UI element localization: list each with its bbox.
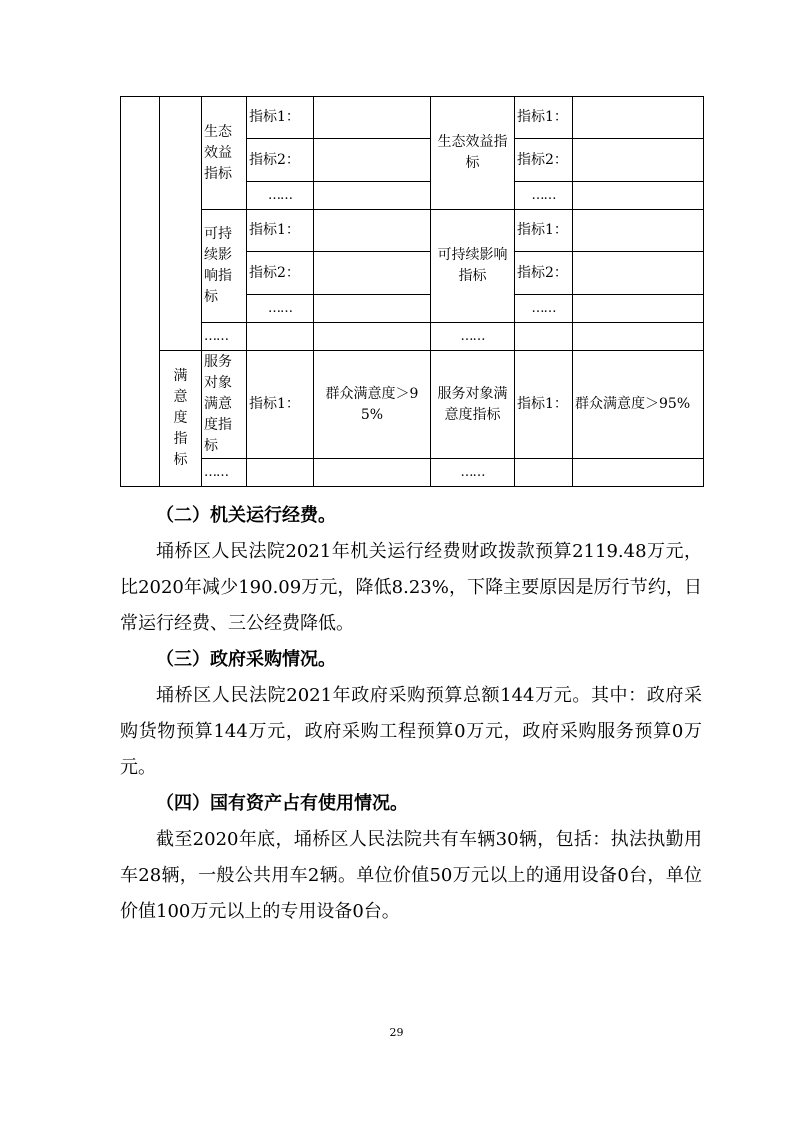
more-row-val-left: [314, 323, 431, 351]
more-row-ind-left: [247, 323, 314, 351]
sustain-more-value-right: [573, 295, 704, 323]
sustain-label-right: 可持续影响指标: [431, 210, 515, 323]
performance-indicator-table: [120, 96, 704, 487]
section-body-operating-funds: 埇桥区人民法院2021年机关运行经费财政拨款预算2119.48万元，比2020年减少190.09万元，降低8.23%，下降主要原因是厉行节约，日常运行经费、三公经费降低。: [120, 541, 702, 634]
section-heading-state-assets: （四）国有资产占有使用情况。: [156, 793, 408, 814]
section-body-procurement: 埇桥区人民法院2021年政府采购预算总额144万元。其中：政府采购货物预算144万元，政府采购工程预算0万元，政府采购服务预算0万元。: [120, 685, 702, 778]
more-row-right: ……: [431, 323, 515, 351]
ecology-indicator-1-left: 指标1：: [247, 97, 314, 139]
satisfaction-label-right: 服务对象满意度指标: [431, 351, 515, 459]
satisfaction-more-left: ……: [202, 459, 247, 487]
sustain-value-1-right: [573, 210, 704, 252]
more-row-val-right: [573, 323, 704, 351]
sustain-value-2-right: [573, 252, 704, 295]
satisfaction-more-val-right: [573, 459, 704, 487]
satisfaction-more-right: ……: [431, 459, 515, 487]
page-number: 29: [389, 1026, 404, 1039]
sustain-more-right: ……: [515, 295, 573, 323]
ecology-more-value-right: [573, 182, 704, 210]
section-heading-procurement: （三）政府采购情况。: [156, 649, 336, 670]
ecology-indicator-2-left: 指标2：: [247, 139, 314, 182]
satisfaction-more-val-left: [314, 459, 431, 487]
ecology-indicator-2-right: 指标2：: [515, 139, 573, 182]
ecology-value-1-left: [314, 97, 431, 139]
sustain-value-1-left: [314, 210, 431, 252]
ecology-value-1-right: [573, 97, 704, 139]
ecology-more-right: ……: [515, 182, 573, 210]
document-body: [120, 498, 702, 930]
satisfaction-indicator-right: 指标1：: [515, 351, 573, 459]
sustain-more-left: ……: [247, 295, 314, 323]
more-row-ind-right: [515, 323, 573, 351]
section-heading-operating-funds: （二）机关运行经费。: [156, 505, 336, 526]
satisfaction-value-right: 群众满意度＞95%: [573, 351, 704, 459]
more-row-left: ……: [202, 323, 247, 351]
ecology-value-2-left: [314, 139, 431, 182]
satisfaction-more-ind-left: [247, 459, 314, 487]
sustain-more-value-left: [314, 295, 431, 323]
sustain-indicator-2-right: 指标2：: [515, 252, 573, 295]
subcategory-cell-empty: [160, 97, 202, 351]
ecology-more-value-left: [314, 182, 431, 210]
satisfaction-value-left: 群众满意度＞95%: [314, 351, 431, 459]
category-cell-empty: [121, 97, 160, 487]
ecology-label-right: 生态效益指标: [431, 97, 515, 210]
sustain-value-2-left: [314, 252, 431, 295]
satisfaction-more-ind-right: [515, 459, 573, 487]
sustain-indicator-2-left: 指标2：: [247, 252, 314, 295]
section-body-state-assets: 截至2020年底，埇桥区人民法院共有车辆30辆，包括：执法执勤用车28辆，一般公共用车2辆。单位价值50万元以上的通用设备0台，单位价值100万元以上的专用设备0台。: [120, 829, 702, 922]
ecology-more-left: ……: [247, 182, 314, 210]
sustain-indicator-1-right: 指标1：: [515, 210, 573, 252]
sustain-indicator-1-left: 指标1：: [247, 210, 314, 252]
ecology-value-2-right: [573, 139, 704, 182]
satisfaction-category: 满意度指标: [160, 351, 202, 487]
ecology-label-left: 生态效益指标: [202, 97, 247, 210]
sustain-label-left: 可持续影响指标: [202, 210, 247, 323]
ecology-indicator-1-right: 指标1：: [515, 97, 573, 139]
satisfaction-label-left: 服务对象满意度指标: [202, 351, 247, 459]
satisfaction-indicator-left: 指标1：: [247, 351, 314, 459]
